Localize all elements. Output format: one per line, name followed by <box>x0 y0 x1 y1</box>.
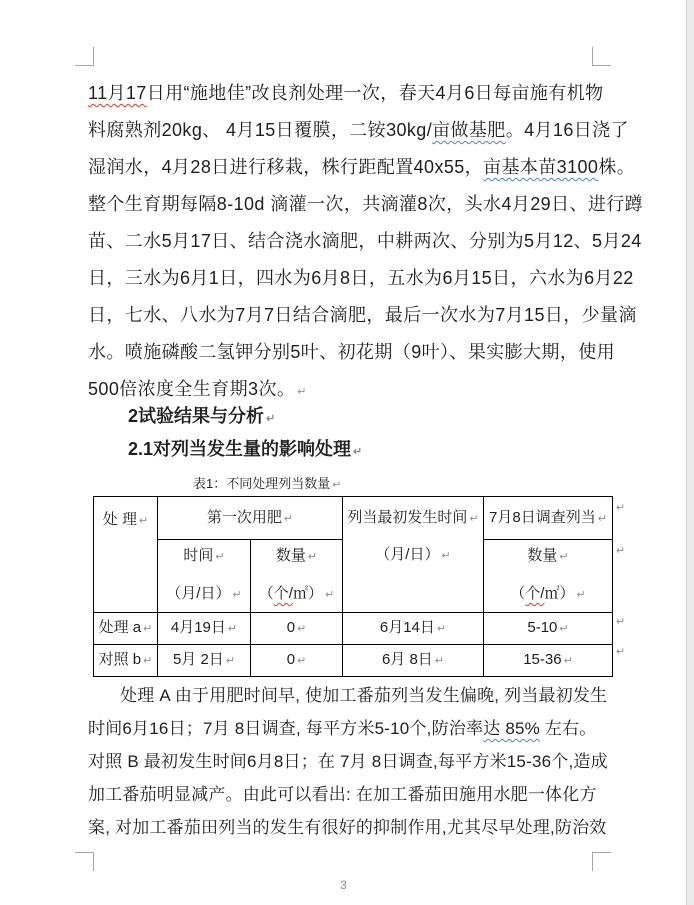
text-line <box>88 149 636 186</box>
paragraph-mark: ↵ <box>597 512 607 525</box>
window-edge-gutter <box>686 0 694 905</box>
text-line <box>128 404 275 431</box>
text-segment: 第一次用肥 <box>206 508 282 526</box>
text-segment: 时间 <box>183 547 214 564</box>
header-cell-july8-survey[interactable] <box>484 497 613 540</box>
header-cell-first-fertilization[interactable] <box>158 497 343 540</box>
text-line <box>94 613 157 644</box>
text-line <box>88 334 616 371</box>
paragraph-mark: ↵ <box>283 512 294 525</box>
text-segment: 亩做基肥 <box>432 120 506 140</box>
text-segment: 个/ <box>525 585 545 602</box>
text-segment: （ <box>510 585 526 602</box>
text-segment: 整个生育期每隔8-10d 滴灌一次，共滴灌8次，头水4月29日、进行蹲 <box>88 194 644 214</box>
paragraph-mark: ↵ <box>469 513 479 525</box>
text-line <box>251 583 342 606</box>
text-segment: 案, 对加工番茄田列当的发生有很好的抑制作用,尤其尽早处理,防治效 <box>88 818 607 837</box>
text-line <box>343 613 483 644</box>
text-segment: 。4月16日浇了 <box>505 120 629 140</box>
body-paragraph-field-management[interactable] <box>88 75 644 408</box>
paragraph-mark: ↵ <box>297 623 307 635</box>
text-line <box>484 645 612 676</box>
text-segment: 6月 8日 <box>381 651 433 668</box>
text-segment: 处 理 <box>102 511 137 528</box>
text-segment: 0 <box>286 619 296 636</box>
cell-a-occurrence[interactable] <box>343 613 484 645</box>
cell-b-occurrence[interactable] <box>343 645 484 677</box>
paragraph-mark: ↵ <box>138 515 149 527</box>
text-line <box>158 545 250 568</box>
paragraph-mark: ↵ <box>576 589 586 601</box>
text-segment: 时间6月16日；7月 8日调查, 每平方米5-10个,防治率 <box>88 719 484 738</box>
text-segment: 料腐熟剂20kg、 4月15日覆膜，二铵30kg/ <box>88 120 433 140</box>
text-segment: 5-10 <box>527 619 558 636</box>
paragraph-mark: ↵ <box>559 551 569 563</box>
cell-control-b[interactable] <box>94 645 158 677</box>
text-segment: 加工番茄明显减产。由此可以看出: 在加工番茄田施用水肥一体化方 <box>88 785 597 804</box>
paragraph-mark: ↵ <box>232 589 242 601</box>
text-segment: 左右。 <box>539 719 597 738</box>
text-segment: 15-36 <box>523 651 562 668</box>
text-line <box>88 297 637 334</box>
text-line <box>158 507 342 530</box>
text-segment: 数量 <box>275 547 306 564</box>
text-segment: 处理 A 由于用肥时间早, 使加工番茄列当发生偏晚, 列当最初发生 <box>120 686 608 705</box>
text-segment: 0 <box>286 651 296 668</box>
text-boundary-mark-bottom-left <box>75 852 94 871</box>
text-segment: 个/ <box>273 585 293 602</box>
text-segment: 达 85% <box>483 719 540 738</box>
text-line <box>88 679 610 712</box>
text-segment: 数量 <box>527 547 558 564</box>
text-segment: 4月19日 <box>170 619 226 636</box>
text-segment: 株。 <box>598 157 636 177</box>
text-line <box>88 186 644 223</box>
text-line <box>88 223 642 260</box>
cell-a-quantity[interactable] <box>251 613 343 645</box>
cell-b-quantity[interactable] <box>251 645 343 677</box>
text-line <box>343 507 483 530</box>
text-line <box>88 371 610 408</box>
paragraph-mark: ↵ <box>266 413 276 425</box>
text-segment: 500倍浓度全生育期3次。 <box>88 379 296 399</box>
text-line <box>484 545 612 568</box>
cell-a-survey[interactable] <box>484 613 613 645</box>
text-line <box>343 544 483 567</box>
cell-a-time[interactable] <box>158 613 251 645</box>
header-cell-treatment[interactable] <box>94 497 158 613</box>
text-segment: 2试验结果与分析 <box>128 406 265 426</box>
text-line <box>158 645 250 676</box>
text-line <box>251 545 342 568</box>
text-segment: 表1：不同处理列当数量 <box>193 476 331 491</box>
paragraph-mark: ↵ <box>434 655 445 667</box>
text-line <box>251 613 342 644</box>
text-segment: ㎡） <box>292 585 323 602</box>
text-segment: 5月 2日 <box>172 651 224 668</box>
text-boundary-mark-bottom-right <box>592 852 611 871</box>
text-segment: 2.1对列当发生量的影响处理 <box>128 439 352 459</box>
text-line <box>94 645 157 676</box>
cell-b-survey[interactable] <box>484 645 613 677</box>
row-end-mark: ↵ <box>616 545 626 557</box>
paragraph-mark: ↵ <box>215 551 225 563</box>
paragraph-mark: ↵ <box>353 446 363 458</box>
paragraph-mark: ↵ <box>143 623 153 635</box>
text-segment: 对照 B 最初发生时间6月8日；在 7月 8日调查,每平方米15-36个,造成 <box>88 752 608 771</box>
paragraph-mark: ↵ <box>227 623 238 635</box>
header-cell-first-occurrence-date[interactable] <box>343 497 484 613</box>
text-line <box>88 260 634 297</box>
table-caption <box>193 476 341 493</box>
text-line <box>88 712 610 745</box>
text-segment: 湿润水，4月28日进行移栽，株行距配置40x55， <box>88 157 484 177</box>
text-line <box>88 745 610 778</box>
row-end-mark: ↵ <box>616 502 626 514</box>
cell-b-time[interactable] <box>158 645 251 677</box>
text-segment: 亩基本苗3100 <box>483 157 599 177</box>
body-paragraph-analysis[interactable] <box>88 679 610 844</box>
text-boundary-mark-top-left <box>75 47 94 66</box>
paragraph-mark: ↵ <box>563 655 573 667</box>
text-segment: 日，七水、八水为7月7日结合滴肥，最后一次水为7月15日，少量滴 <box>88 305 637 325</box>
text-segment: 7月8日调查列当 <box>489 508 596 526</box>
text-line <box>251 645 342 676</box>
paragraph-mark: ↵ <box>332 479 342 491</box>
text-segment: 日用“施地佳”改良剂处理一次，春天4月6日每亩施有机物 <box>146 83 604 103</box>
paragraph-mark: ↵ <box>441 550 451 562</box>
header-cell-quantity[interactable] <box>251 540 343 613</box>
paragraph-mark: ↵ <box>225 655 236 667</box>
text-line <box>484 583 612 606</box>
table-row-control-b <box>94 645 613 677</box>
text-segment: 水。喷施磷酸二氢钾分别5叶、初花期（9叶）、果实膨大期，使用 <box>88 342 616 362</box>
text-segment: 处理 a <box>98 619 142 636</box>
text-line <box>484 613 612 644</box>
text-line <box>343 645 483 676</box>
table-header-row-1 <box>94 497 613 540</box>
table-row-treatment-a <box>94 613 613 645</box>
text-segment: 苗、二水5月17日、结合浇水滴肥，中耕两次、分别为5月12、5月24 <box>88 231 642 251</box>
text-segment: ㎡） <box>544 585 575 602</box>
text-line <box>158 613 250 644</box>
text-segment: （ <box>258 585 274 602</box>
text-line <box>88 75 610 112</box>
text-segment: 6月14日 <box>379 619 435 636</box>
paragraph-mark: ↵ <box>143 655 153 667</box>
page-number: 3 <box>340 878 347 892</box>
paragraph-mark: ↵ <box>559 623 569 635</box>
text-line <box>128 437 362 464</box>
header-cell-survey-quantity[interactable] <box>484 540 613 613</box>
text-line <box>88 112 629 149</box>
text-line <box>88 811 610 844</box>
text-segment: （月/日） <box>375 546 440 563</box>
text-line <box>484 507 612 530</box>
paragraph-mark: ↵ <box>297 655 307 667</box>
paragraph-mark: ↵ <box>307 551 318 563</box>
paragraph-mark: ↵ <box>436 623 447 635</box>
text-line <box>193 476 341 493</box>
text-line <box>88 778 610 811</box>
cell-treatment-a[interactable] <box>94 613 158 645</box>
row-end-mark: ↵ <box>616 646 626 658</box>
results-table[interactable] <box>93 496 613 677</box>
row-end-mark: ↵ <box>616 616 626 628</box>
text-segment: 日，三水为6月1日，四水为6月8日，五水为6月15日，六水为6月22 <box>88 268 634 288</box>
text-segment: 列当最初发生时间 <box>347 509 468 526</box>
header-cell-time[interactable] <box>158 540 251 613</box>
text-line <box>158 583 250 606</box>
paragraph-mark: ↵ <box>297 386 307 398</box>
paragraph-mark: ↵ <box>324 589 335 601</box>
section-heading-results[interactable] <box>128 404 275 431</box>
subsection-heading-effect[interactable] <box>128 437 362 464</box>
text-segment: 11月17 <box>88 83 147 103</box>
text-segment: 对照 b <box>98 651 142 668</box>
text-segment: （月/日） <box>166 585 231 602</box>
text-line <box>94 509 157 532</box>
text-boundary-mark-top-right <box>592 47 611 66</box>
